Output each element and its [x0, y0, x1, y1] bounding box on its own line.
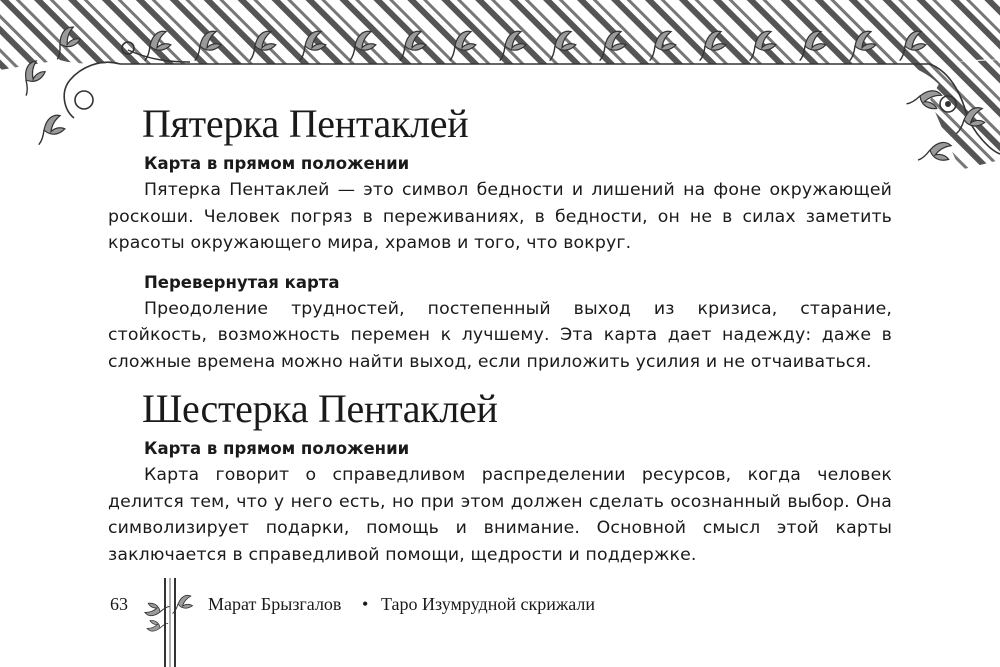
footer-author: Марат Брызгалов — [208, 594, 342, 614]
upright-text: Карта говорит о справедливом распределении ресурсов, когда человек делится тем, что у него есть, но при этом должен сделать осознанный выбор. Она символизирует подарки, помощь и внимание. Основной смысл этой карты заключается в справедливой помощи, щедрости и поддержке. — [108, 465, 892, 565]
page-footer — [108, 592, 728, 622]
section-title-six-pentacles: Шестерка Пентаклей — [142, 386, 498, 431]
section-title-five-pentacles: Пятерка Пентаклей — [142, 101, 469, 146]
upright-label: Карта в прямом положении — [144, 154, 410, 173]
upright-text: Пятерка Пентаклей — это символ бедности и лишений на фоне окружающей роскоши. Человек погряз в переживаниях, в бедности, он не в силах заметить красоты окружающего мира, храмов и того, что вокруг. — [108, 180, 892, 253]
page-number: 63 — [110, 594, 128, 614]
reversed-label: Перевернутая карта — [144, 272, 340, 292]
reversed-text: Преодоление трудностей, постепенный выход из кризиса, старание, стойкость, возможность перемен к лучшему. Эта карта дает надежду: даже в сложные времена можно найти выход, если приложить усилия и не отчаиваться. — [108, 298, 892, 372]
page-content — [108, 100, 892, 568]
upright-label: Карта в прямом положении — [144, 439, 410, 458]
footer-book-title: Таро Изумрудной скрижали — [381, 594, 596, 614]
footer-separator: • — [362, 594, 369, 614]
